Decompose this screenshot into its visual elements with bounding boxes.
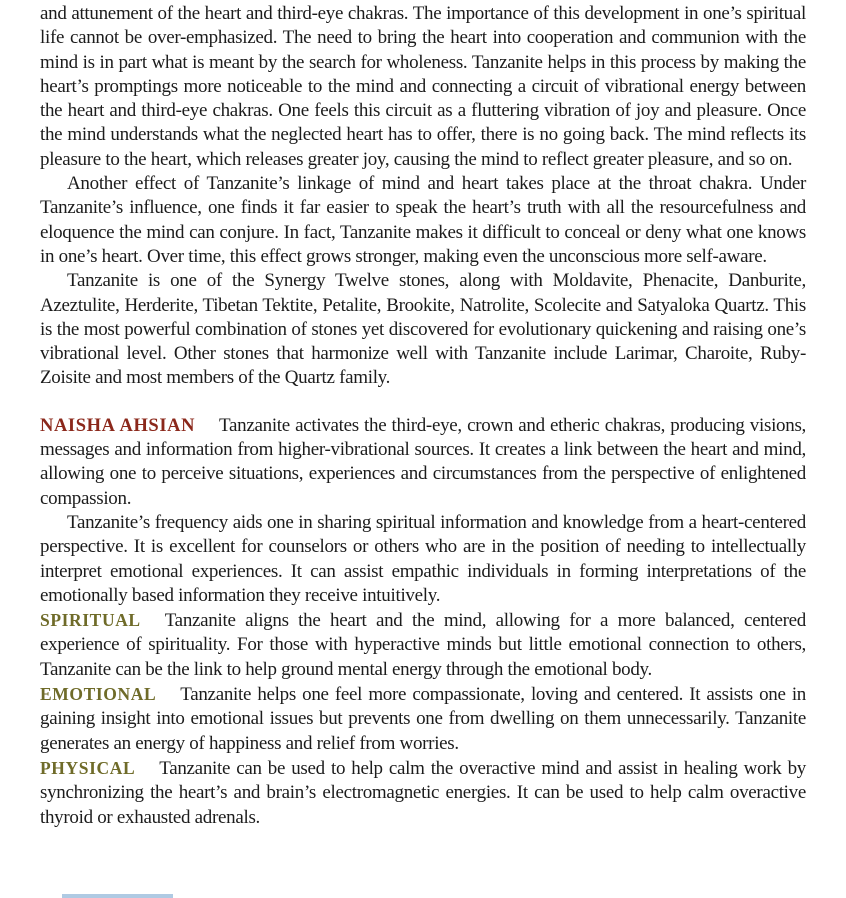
physical-text: Tanzanite can be used to help calm the overactive mind and assist in healing work by synchronizing the heart’s and brain’s electromagnetic energies. It can be used to help calm overactive thyroid or exhausted adrenals. — [40, 757, 806, 828]
paragraph-naisha-frequency: Tanzanite’s frequency aids one in sharing spiritual information and knowledge from a heart-centered perspective. It is excellent for counselors or others who are in the position of needing to intellectually interpret emotional experiences. It can assist empathic individuals in forming interpretations of the emotionally based information they receive intuitively. — [40, 511, 806, 606]
paragraph-physical — [40, 756, 806, 830]
physical-heading: PHYSICAL — [40, 757, 136, 778]
paragraph-throat-chakra: Another effect of Tanzanite’s linkage of mind and heart takes place at the throat chakra. Under Tanzanite’s influence, one finds it far easier to speak the heart’s truth with all the resourcefulness and eloquence the mind can conjure. In fact, Tanzanite makes it difficult to conceal or deny what one knows in one’s heart. Over time, this effect grows stronger, making even the unconscious more self-aware. — [40, 173, 806, 267]
next-heading-cutoff-bar — [62, 894, 173, 898]
spiritual-heading: SPIRITUAL — [40, 610, 141, 631]
paragraph-naisha-ahsian — [40, 414, 806, 511]
naisha-intro-text: Tanzanite activates the third-eye, crown and etheric chakras, producing visions, messages and information from higher-vibrational sources. It creates a link between the heart and mind, allowing one to perceive situations, experiences and circumstances from the perspective of enlightened compassion. — [40, 414, 806, 509]
paragraph-emotional — [40, 682, 806, 756]
paragraph-synergy-twelve: Tanzanite is one of the Synergy Twelve stones, along with Moldavite, Phenacite, Danburite, Azeztulite, Herderite, Tibetan Tektite, Petalite, Brookite, Natrolite, Scolecite and Satyaloka Quartz. This is the most powerful combination of stones yet discovered for evolutionary quickening and raising one’s vibrational level. Other stones that harmonize well with Tanzanite include Larimar, Charoite, Ruby-Zoisite and most members of the Quartz family. — [40, 270, 806, 389]
emotional-heading: EMOTIONAL — [40, 684, 157, 705]
paragraph-spiritual — [40, 608, 806, 682]
naisha-ahsian-heading: NAISHA AHSIAN — [40, 415, 196, 436]
spiritual-text: Tanzanite aligns the heart and the mind, allowing for a more balanced, centered experience of spirituality. For those with hyperactive minds but little emotional connection to others, Tanzanite can be the link to help ground mental energy through the emotional body. — [40, 610, 806, 680]
paragraph-continuation: and attunement of the heart and third-eye chakras. The importance of this development in one’s spiritual life cannot be over-emphasized. The need to bring the heart into cooperation and communion with the mind is in part what is meant by the search for wholeness. Tanzanite helps in this process by making the heart’s promptings more noticeable to the mind and connecting a circuit of vibrational energy between the heart and third-eye chakras. One feels this circuit as a fluttering vibration of joy and pleasure. Once the mind understands what the neglected heart has to offer, there is no going back. The mind reflects its pleasure to the heart, which releases greater joy, causing the mind to reflect greater pleasure, and so on. — [40, 3, 806, 170]
emotional-text: Tanzanite helps one feel more compassionate, loving and centered. It assists one in gaining insight into emotional issues but prevents one from dwelling on them unnecessarily. Tanzanite generates an energy of happiness and relief from worries. — [40, 684, 806, 754]
